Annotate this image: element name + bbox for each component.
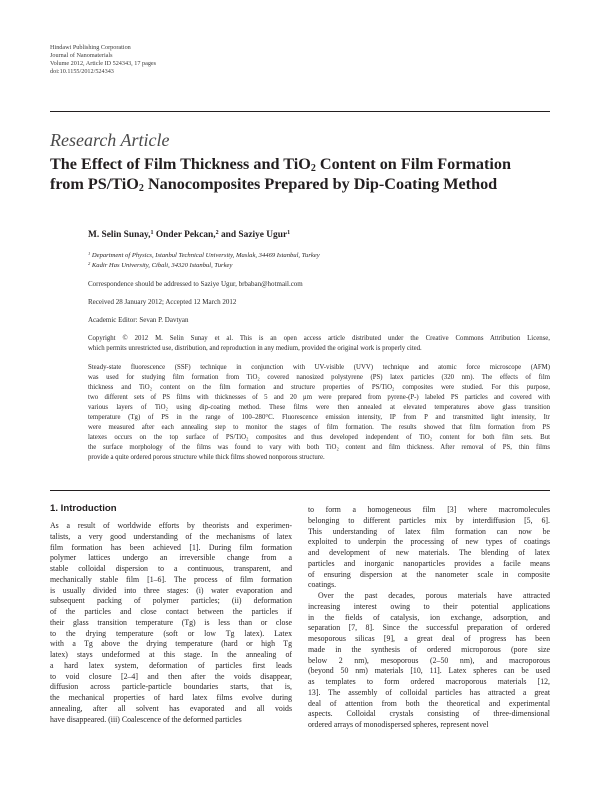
title-text: Nanocomposites Prepared by Dip-Coating Method [143, 175, 498, 193]
volume-info: Volume 2012, Article ID 524343, 17 pages [50, 60, 157, 67]
body-text-line: of the particles and close contact between the particles if [50, 607, 292, 616]
abstract-divider [50, 490, 550, 491]
author-name[interactable]: M. Selin Sunay, [88, 230, 151, 240]
body-text-line: (beyond 50 nm) materials [10, 11]. Latex spheres can be used [308, 666, 550, 676]
body-text-line: made in the synthesis of ordered microporous (pore size [308, 644, 550, 654]
affiliation [88, 252, 320, 259]
received-date: Received 28 January 2012; Accepted 12 March 2012 [88, 298, 237, 306]
abstract [88, 363, 550, 463]
author-name[interactable]: and Saziye Ugur [218, 230, 288, 240]
body-text-line: 13]. The assembly of colloidal particles has attracted a great [308, 687, 550, 697]
abstract-line: temperature (Tg) of PS in the range of 100–280°C. Fluorescence emission intensity, IP from P and transmitted light intensity, Itr [88, 414, 550, 422]
academic-editor: Academic Editor: Sevan P. Davtyan [88, 316, 189, 324]
affiliation-mark: 2 [88, 261, 91, 266]
copyright-notice [88, 334, 550, 354]
body-text-line: mechanically stable film [1–6]. The process of film formation [50, 574, 292, 584]
body-text-line: mesoporous silicas [9], a great deal of progress has been [308, 634, 550, 643]
author-affil-mark: 1 [287, 230, 291, 236]
article-type: Research Article [50, 130, 170, 150]
body-text-line: belonging to different particles mix by interdiffusion [5, 6]. [308, 515, 550, 525]
body-text-line: separation [7, 8]. Since the successful preparation of ordered [308, 623, 550, 633]
body-text-line: increasing interest owing to their potential applications [308, 601, 550, 611]
publisher-name: Hindawi Publishing Corporation [50, 44, 131, 51]
title-line-1 [50, 154, 550, 174]
correspondence: Correspondence should be addressed to Saziye Ugur, brbaban@hotmail.com [88, 280, 303, 288]
affiliation-text: Department of Physics, Istanbul Technical University, Maslak, 34469 Istanbul, Turkey [90, 252, 320, 259]
author-affil-mark: 1 [150, 230, 154, 236]
title-text: Content on Film Formation [315, 155, 511, 173]
body-text-line: ordered arrays of monodispersed spheres, represent novel [308, 720, 489, 729]
body-column-left [50, 521, 292, 725]
abstract-line: was used for studying film formation from TiO₂ covered nanosized polystyrene (PS) latex particles (320 nm). The effects of film [88, 374, 550, 382]
author-list [88, 230, 290, 240]
copyright-line: Copyright © 2012 M. Selin Sunay et al. This is an open access article distributed under the Creative Commons Attribution License, [88, 335, 550, 342]
body-text-line: polymer lattices undergo an irreversible change from a [50, 553, 292, 563]
body-text-line: have disappeared. (iii) Coalescence of the deformed particles [50, 714, 242, 724]
body-text-line: and development of new materials. The blending of latex [308, 548, 550, 557]
body-text-line: with a Tg above the drying temperature (hard or high Tg [50, 639, 292, 649]
body-text-line: to void closure [2–4] and then after the voids disappear, [50, 671, 292, 681]
author-affil-mark: 2 [215, 230, 219, 236]
body-text-line: subsequent packing of polymer particles; (ii) deformation [50, 596, 292, 606]
body-text-line: of ensuring dispersion at the nanometer scale in composite [308, 569, 550, 579]
abstract-line: provide a quite ordered porous structure while thick films showed nonporous structure. [88, 454, 325, 462]
journal-header [50, 44, 156, 76]
abstract-line: Steady-state fluorescence (SSF) technique in conjunction with UV-visible (UVV) technique and atomic force microscope (AFM) [88, 364, 550, 371]
doi-link[interactable]: doi:10.1155/2012/524343 [50, 68, 114, 75]
body-text-line: coatings. [308, 580, 337, 590]
body-text-line: the mechanical properties of hard latex films evolve during [50, 693, 292, 702]
abstract-line: various layers of TiO₂ using dip-coating method. These films were then annealed at elevated temperatures above glass transition [88, 404, 550, 412]
copyright-line: which permits unrestricted use, distribution, and reproduction in any medium, provided the original work is properly cited. [88, 345, 422, 352]
title-text: The Effect of Film Thickness and TiO [50, 155, 311, 173]
abstract-line: thickness and TiO₂ content on the film formation and structure properties of PS/TiO₂ composites were studied. For this purpose, [88, 384, 550, 392]
title-subscript: 2 [138, 183, 144, 194]
abstract-line: latexes occurs on the top surface of PS/TiO₂ composites and thus developed independent of TiO₂ content for both film sets. But [88, 434, 550, 442]
body-text-line: latex) stays undeformed at this stage. In the annealing of [50, 650, 292, 659]
body-text-line: below 2 nm), mesoporous (2–50 nm), and macroporous [308, 655, 550, 665]
body-text-line: annealing, after all solvent has evaporated and all voids [50, 703, 292, 713]
body-text-line: diffusion across particle-particle boundaries starts, that is, [50, 682, 292, 692]
affiliation [88, 262, 232, 269]
body-text-line: particles and inorganic nanoparticles provides a facile means [308, 558, 550, 568]
affiliation-text: Kadir Has University, Cibali, 34320 Istanbul, Turkey [90, 262, 233, 269]
title-line-2 [50, 174, 550, 194]
body-column-right [308, 505, 550, 731]
title-text: from PS/TiO [50, 175, 139, 193]
body-text-line: to the drying temperature (soft or low Tg latex). Latex [50, 628, 292, 638]
body-text-line: exploited to underpin the processing of new types of coatings [308, 537, 550, 547]
body-text-line: is usually divided into three stages: (i) water evaporation and [50, 585, 292, 595]
title-subscript: 2 [310, 163, 316, 174]
body-text-line: in the fields of catalysis, ion exchange, adsorption, and [308, 612, 550, 622]
body-text-line: film formation has been achieved [1]. During film formation [50, 542, 292, 552]
body-text-line: their glass transition temperature (Tg) is less than or close [50, 617, 292, 627]
body-text-line: to form a homogeneous film [3] where macromolecules [308, 505, 550, 514]
body-text-line: as templates to form ordered macroporous materials [12, [308, 677, 550, 686]
body-text-line: Over the past decades, porous materials have attracted [318, 591, 550, 600]
article-title [50, 154, 550, 194]
section-heading: 1. Introduction [50, 503, 117, 514]
body-text-line: This understanding of latex film formation can now be [308, 526, 550, 536]
body-text-line: talists, a very good understanding of the mechanisms of latex [50, 531, 292, 541]
abstract-line: were measured after each annealing step to monitor the stages of film formation. The results showed that film formation from PS [88, 424, 550, 432]
journal-name: Journal of Nanomaterials [50, 52, 113, 59]
affiliation-mark: 1 [88, 251, 91, 256]
body-text-line: a hard latex system, deformation of particles first leads [50, 660, 292, 670]
body-text-line: stable colloidal dispersion to a continuous, transparent, and [50, 564, 292, 573]
body-text-line: As a result of worldwide efforts by theorists and experimen- [50, 521, 292, 530]
header-divider [50, 111, 550, 112]
body-text-line: deal of attention from both the theoretical and experimental [308, 698, 550, 708]
body-text-line: aspects. Colloidal crystals consisting of three-dimensional [308, 709, 550, 719]
abstract-line: the surface morphology of the films was found to vary with both TiO₂ content and film thickness. After removal of PS, thin films [88, 444, 550, 452]
author-name[interactable]: Onder Pekcan, [153, 230, 216, 240]
abstract-line: two different sets of PS films with thicknesses of 5 and 20 μm were prepared from pyrene-(P-) labeled PS particles and covered with [88, 394, 550, 402]
